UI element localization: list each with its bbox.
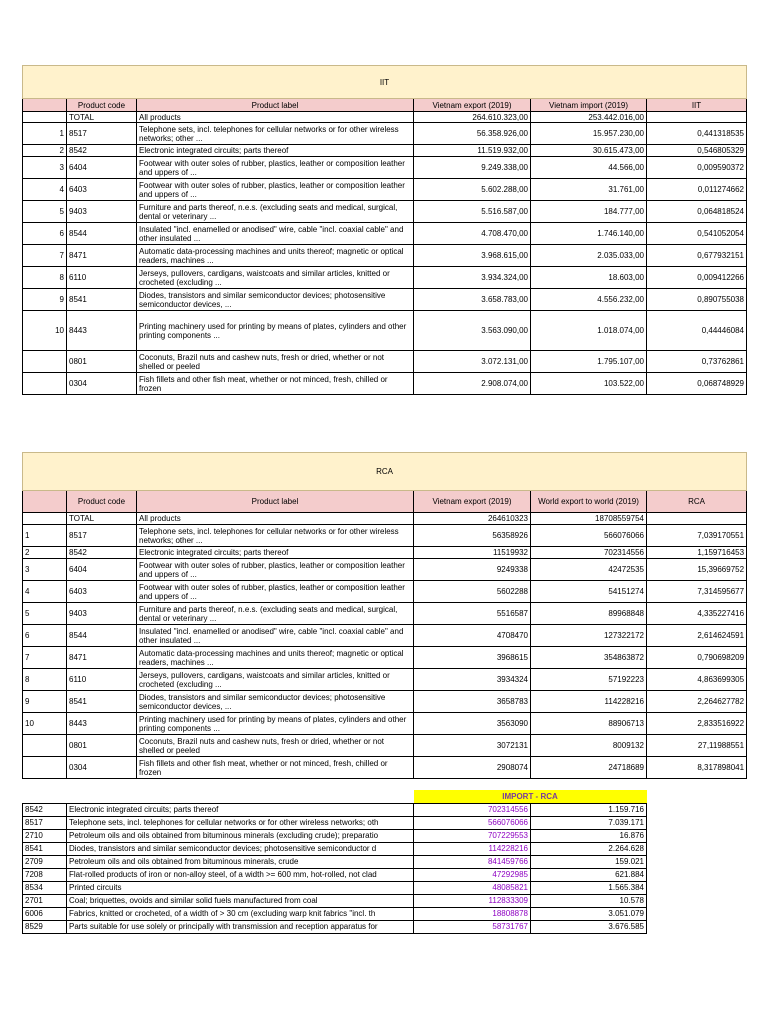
iit-row-index: 2 <box>23 145 67 157</box>
rca-row-code: 6403 <box>67 581 137 603</box>
rca-total-label: All products <box>137 513 414 525</box>
rca-row-code: 0801 <box>67 735 137 757</box>
rca-header-label: Product label <box>137 491 414 513</box>
iit-row-code: 8471 <box>67 245 137 267</box>
import-rca-value: 3.676.585 <box>531 920 647 933</box>
rca-row-rca: 4,335227416 <box>647 603 747 625</box>
import-rca-row <box>23 803 647 816</box>
iit-table-row <box>23 179 747 201</box>
iit-row-label: Fish fillets and other fish meat, whether or not minced, fresh, chilled or frozen <box>137 373 414 395</box>
iit-table-row <box>23 157 747 179</box>
import-rca-code: 8517 <box>23 816 67 829</box>
iit-row-import: 1.746.140,00 <box>531 223 647 245</box>
rca-row-rca: 0,790698209 <box>647 647 747 669</box>
iit-row-iit: 0,068748929 <box>647 373 747 395</box>
rca-row-code: 8544 <box>67 625 137 647</box>
rca-row-code: 9403 <box>67 603 137 625</box>
rca-row-code: 8541 <box>67 691 137 713</box>
import-rca-world: 48085821 <box>414 881 531 894</box>
iit-row-export: 3.072.131,00 <box>414 351 531 373</box>
rca-row-rca: 8,317898041 <box>647 757 747 779</box>
rca-row-world: 702314556 <box>531 547 647 559</box>
rca-row-label: Diodes, transistors and similar semiconductor devices; photosensitive semiconductor devices, ... <box>137 691 414 713</box>
rca-row-index: 7 <box>23 647 67 669</box>
iit-row-export: 3.968.615,00 <box>414 245 531 267</box>
iit-row-code: 8443 <box>67 311 137 351</box>
iit-row-iit: 0,890755038 <box>647 289 747 311</box>
import-rca-row <box>23 894 647 907</box>
iit-row-iit: 0,441318535 <box>647 123 747 145</box>
iit-row-iit: 0,44446084 <box>647 311 747 351</box>
rca-row-index: 2 <box>23 547 67 559</box>
iit-row-import: 184.777,00 <box>531 201 647 223</box>
iit-header-iit: IIT <box>647 99 747 112</box>
import-rca-world: 58731767 <box>414 920 531 933</box>
rca-header-index <box>23 491 67 513</box>
rca-total-rca <box>647 513 747 525</box>
rca-table-row <box>23 525 747 547</box>
rca-title: RCA <box>23 453 747 491</box>
rca-row-index: 3 <box>23 559 67 581</box>
import-rca-code: 8534 <box>23 881 67 894</box>
iit-title: IIT <box>23 66 747 99</box>
iit-table-row <box>23 223 747 245</box>
import-rca-value: 621.884 <box>531 868 647 881</box>
iit-row-code: 8544 <box>67 223 137 245</box>
import-rca-world: 114228216 <box>414 842 531 855</box>
iit-header-export: Vietnam export (2019) <box>414 99 531 112</box>
iit-row-export: 5.516.587,00 <box>414 201 531 223</box>
iit-row-import: 15.957.230,00 <box>531 123 647 145</box>
rca-row-world: 54151274 <box>531 581 647 603</box>
iit-row-export: 56.358.926,00 <box>414 123 531 145</box>
rca-row-rca: 7,039170551 <box>647 525 747 547</box>
import-rca-code: 8529 <box>23 920 67 933</box>
iit-row-import: 44.566,00 <box>531 157 647 179</box>
rca-row-export: 9249338 <box>414 559 531 581</box>
iit-row-code: 6404 <box>67 157 137 179</box>
iit-row-code: 8542 <box>67 145 137 157</box>
import-rca-world: 702314556 <box>414 803 531 816</box>
iit-row-index: 1 <box>23 123 67 145</box>
rca-row-code: 6404 <box>67 559 137 581</box>
rca-row-rca: 15,39669752 <box>647 559 747 581</box>
iit-row-import: 1.018.074,00 <box>531 311 647 351</box>
import-rca-label: Flat-rolled products of iron or non-alloy steel, of a width >= 600 mm, hot-rolled, not clad <box>67 868 414 881</box>
rca-row-index: 5 <box>23 603 67 625</box>
rca-table <box>22 452 747 779</box>
rca-row-index <box>23 757 67 779</box>
rca-table-row <box>23 559 747 581</box>
iit-row-label: Telephone sets, incl. telephones for cellular networks or for other wireless networks; other ... <box>137 123 414 145</box>
rca-row-rca: 2,614624591 <box>647 625 747 647</box>
iit-row-iit: 0,546805329 <box>647 145 747 157</box>
iit-row-label: Furniture and parts thereof, n.e.s. (excluding seats and medical, surgical, dental or veterinary ... <box>137 201 414 223</box>
iit-row-index <box>23 373 67 395</box>
rca-row-label: Insulated "incl. enamelled or anodised" wire, cable "incl. coaxial cable" and other insulated ... <box>137 625 414 647</box>
iit-header-code: Product code <box>67 99 137 112</box>
import-rca-world: 47292985 <box>414 868 531 881</box>
iit-row-label: Printing machinery used for printing by means of plates, cylinders and other printing components ... <box>137 311 414 351</box>
import-rca-code: 2701 <box>23 894 67 907</box>
import-rca-code: 7208 <box>23 868 67 881</box>
rca-row-code: 8443 <box>67 713 137 735</box>
iit-table-row <box>23 201 747 223</box>
iit-row-export: 9.249.338,00 <box>414 157 531 179</box>
rca-row-world: 8009132 <box>531 735 647 757</box>
iit-row-code: 6403 <box>67 179 137 201</box>
import-rca-world: 112833309 <box>414 894 531 907</box>
import-rca-label: Petroleum oils and oils obtained from bituminous minerals (excluding crude); preparatio <box>67 829 414 842</box>
iit-row-label: Jerseys, pullovers, cardigans, waistcoats and similar articles, knitted or crocheted (excluding ... <box>137 267 414 289</box>
rca-row-label: Footwear with outer soles of rubber, plastics, leather or composition leather and uppers of ... <box>137 559 414 581</box>
import-rca-value: 7.039.171 <box>531 816 647 829</box>
import-rca-value: 16.876 <box>531 829 647 842</box>
rca-row-export: 11519932 <box>414 547 531 559</box>
iit-total-export: 264.610.323,00 <box>414 112 531 123</box>
import-rca-value: 1.565.384 <box>531 881 647 894</box>
rca-total-export: 264610323 <box>414 513 531 525</box>
rca-row-label: Coconuts, Brazil nuts and cashew nuts, fresh or dried, whether or not shelled or peeled <box>137 735 414 757</box>
import-rca-value: 1.159.716 <box>531 803 647 816</box>
import-rca-world: 18808878 <box>414 907 531 920</box>
iit-row-index: 7 <box>23 245 67 267</box>
iit-row-index: 10 <box>23 311 67 351</box>
iit-table-row <box>23 289 747 311</box>
import-rca-label: Petroleum oils and oils obtained from bituminous minerals, crude <box>67 855 414 868</box>
iit-row-export: 3.658.783,00 <box>414 289 531 311</box>
rca-table-row <box>23 713 747 735</box>
iit-row-iit: 0,541052054 <box>647 223 747 245</box>
rca-row-label: Footwear with outer soles of rubber, plastics, leather or composition leather and uppers of ... <box>137 581 414 603</box>
iit-row-import: 30.615.473,00 <box>531 145 647 157</box>
rca-row-world: 89968848 <box>531 603 647 625</box>
iit-row-index: 5 <box>23 201 67 223</box>
import-rca-row <box>23 907 647 920</box>
import-rca-code: 2710 <box>23 829 67 842</box>
rca-row-world: 24718689 <box>531 757 647 779</box>
iit-row-import: 2.035.033,00 <box>531 245 647 267</box>
rca-row-index: 10 <box>23 713 67 735</box>
rca-table-row <box>23 547 747 559</box>
iit-row-label: Footwear with outer soles of rubber, plastics, leather or composition leather and uppers of ... <box>137 157 414 179</box>
rca-row-world: 127322172 <box>531 625 647 647</box>
rca-row-export: 3563090 <box>414 713 531 735</box>
rca-row-index: 1 <box>23 525 67 547</box>
iit-row-export: 3.563.090,00 <box>414 311 531 351</box>
import-rca-row <box>23 842 647 855</box>
import-rca-world: 707229553 <box>414 829 531 842</box>
iit-row-label: Automatic data-processing machines and units thereof; magnetic or optical readers, machines ... <box>137 245 414 267</box>
import-rca-label: Coal; briquettes, ovoids and similar solid fuels manufactured from coal <box>67 894 414 907</box>
iit-row-code: 0304 <box>67 373 137 395</box>
iit-table-row <box>23 145 747 157</box>
iit-row-code: 8541 <box>67 289 137 311</box>
iit-row-import: 1.795.107,00 <box>531 351 647 373</box>
iit-row-label: Diodes, transistors and similar semiconductor devices; photosensitive semiconductor devices, ... <box>137 289 414 311</box>
iit-table-row <box>23 123 747 145</box>
import-rca-table <box>22 790 647 934</box>
iit-row-code: 0801 <box>67 351 137 373</box>
rca-row-label: Electronic integrated circuits; parts thereof <box>137 547 414 559</box>
rca-row-rca: 2,833516922 <box>647 713 747 735</box>
rca-row-label: Fish fillets and other fish meat, whether or not minced, fresh, chilled or frozen <box>137 757 414 779</box>
rca-row-export: 5602288 <box>414 581 531 603</box>
iit-row-label: Electronic integrated circuits; parts thereof <box>137 145 414 157</box>
rca-table-row <box>23 647 747 669</box>
rca-total-row <box>23 513 747 525</box>
iit-total-row <box>23 112 747 123</box>
import-rca-row <box>23 829 647 842</box>
rca-row-world: 88906713 <box>531 713 647 735</box>
rca-row-world: 566076066 <box>531 525 647 547</box>
rca-table-row <box>23 669 747 691</box>
iit-table-row <box>23 311 747 351</box>
rca-row-export: 5516587 <box>414 603 531 625</box>
iit-row-code: 8517 <box>67 123 137 145</box>
import-rca-row <box>23 920 647 933</box>
import-rca-code: 6006 <box>23 907 67 920</box>
iit-row-iit: 0,009590372 <box>647 157 747 179</box>
iit-table-row <box>23 267 747 289</box>
iit-row-import: 31.761,00 <box>531 179 647 201</box>
iit-row-index: 3 <box>23 157 67 179</box>
iit-header-label: Product label <box>137 99 414 112</box>
import-rca-title: IMPORT - RCA <box>414 790 647 803</box>
import-rca-world: 566076066 <box>414 816 531 829</box>
rca-row-label: Telephone sets, incl. telephones for cellular networks or for other wireless networks; other ... <box>137 525 414 547</box>
rca-table-row <box>23 581 747 603</box>
rca-row-world: 114228216 <box>531 691 647 713</box>
iit-row-index: 9 <box>23 289 67 311</box>
import-rca-value: 159.021 <box>531 855 647 868</box>
rca-row-code: 8517 <box>67 525 137 547</box>
import-rca-world: 841459766 <box>414 855 531 868</box>
rca-header-world: World export to world (2019) <box>531 491 647 513</box>
rca-row-world: 42472535 <box>531 559 647 581</box>
rca-row-export: 4708470 <box>414 625 531 647</box>
iit-row-iit: 0,009412266 <box>647 267 747 289</box>
rca-row-export: 3072131 <box>414 735 531 757</box>
import-rca-label: Printed circuits <box>67 881 414 894</box>
iit-row-iit: 0,011274662 <box>647 179 747 201</box>
rca-header-rca: RCA <box>647 491 747 513</box>
iit-table <box>22 65 747 395</box>
rca-row-label: Furniture and parts thereof, n.e.s. (excluding seats and medical, surgical, dental or veterinary ... <box>137 603 414 625</box>
iit-row-export: 5.602.288,00 <box>414 179 531 201</box>
iit-row-export: 2.908.074,00 <box>414 373 531 395</box>
rca-table-row <box>23 603 747 625</box>
iit-row-export: 4.708.470,00 <box>414 223 531 245</box>
iit-total-import: 253.442.016,00 <box>531 112 647 123</box>
rca-row-label: Printing machinery used for printing by means of plates, cylinders and other printing components ... <box>137 713 414 735</box>
rca-row-export: 3658783 <box>414 691 531 713</box>
iit-total-code: TOTAL <box>67 112 137 123</box>
import-rca-row <box>23 816 647 829</box>
iit-total-label: All products <box>137 112 414 123</box>
rca-row-rca: 27,11988551 <box>647 735 747 757</box>
import-rca-row <box>23 868 647 881</box>
rca-table-row <box>23 757 747 779</box>
iit-row-export: 11.519.932,00 <box>414 145 531 157</box>
iit-row-index <box>23 351 67 373</box>
rca-row-export: 3934324 <box>414 669 531 691</box>
import-rca-value: 10.578 <box>531 894 647 907</box>
rca-row-export: 2908074 <box>414 757 531 779</box>
iit-table-row <box>23 245 747 267</box>
rca-row-index: 4 <box>23 581 67 603</box>
rca-row-export: 56358926 <box>414 525 531 547</box>
import-rca-label: Electronic integrated circuits; parts thereof <box>67 803 414 816</box>
iit-row-label: Footwear with outer soles of rubber, plastics, leather or composition leather and uppers of ... <box>137 179 414 201</box>
iit-row-import: 4.556.232,00 <box>531 289 647 311</box>
iit-header-import: Vietnam import (2019) <box>531 99 647 112</box>
rca-row-index: 9 <box>23 691 67 713</box>
iit-table-row <box>23 351 747 373</box>
iit-row-code: 6110 <box>67 267 137 289</box>
iit-row-index: 4 <box>23 179 67 201</box>
import-rca-code: 2709 <box>23 855 67 868</box>
rca-row-rca: 2,264627782 <box>647 691 747 713</box>
iit-row-label: Coconuts, Brazil nuts and cashew nuts, fresh or dried, whether or not shelled or peeled <box>137 351 414 373</box>
rca-header-export: Vietnam export (2019) <box>414 491 531 513</box>
iit-row-iit: 0,677932151 <box>647 245 747 267</box>
rca-row-label: Automatic data-processing machines and units thereof; magnetic or optical readers, machines ... <box>137 647 414 669</box>
iit-total-iit <box>647 112 747 123</box>
import-rca-label: Telephone sets, incl. telephones for cellular networks or for other wireless networks; oth <box>67 816 414 829</box>
iit-row-import: 18.603,00 <box>531 267 647 289</box>
iit-row-import: 103.522,00 <box>531 373 647 395</box>
rca-row-rca: 4,863699305 <box>647 669 747 691</box>
rca-row-world: 354863872 <box>531 647 647 669</box>
iit-row-index: 6 <box>23 223 67 245</box>
rca-table-row <box>23 625 747 647</box>
rca-row-index <box>23 735 67 757</box>
import-rca-code: 8542 <box>23 803 67 816</box>
rca-row-code: 8471 <box>67 647 137 669</box>
import-rca-row <box>23 855 647 868</box>
import-rca-value: 3.051.079 <box>531 907 647 920</box>
rca-row-rca: 7,314595677 <box>647 581 747 603</box>
import-rca-label: Diodes, transistors and similar semiconductor devices; photosensitive semiconductor d <box>67 842 414 855</box>
iit-table-row <box>23 373 747 395</box>
rca-total-code: TOTAL <box>67 513 137 525</box>
iit-row-index: 8 <box>23 267 67 289</box>
iit-row-iit: 0,064818524 <box>647 201 747 223</box>
rca-total-world: 18708559754 <box>531 513 647 525</box>
rca-row-index: 6 <box>23 625 67 647</box>
rca-row-rca: 1,159716453 <box>647 547 747 559</box>
rca-table-row <box>23 691 747 713</box>
iit-row-label: Insulated "incl. enamelled or anodised" wire, cable "incl. coaxial cable" and other insulated ... <box>137 223 414 245</box>
iit-row-code: 9403 <box>67 201 137 223</box>
rca-table-row <box>23 735 747 757</box>
rca-header-code: Product code <box>67 491 137 513</box>
import-rca-label: Fabrics, knitted or crocheted, of a width of > 30 cm (excluding warp knit fabrics "incl. th <box>67 907 414 920</box>
import-rca-row <box>23 881 647 894</box>
import-rca-code: 8541 <box>23 842 67 855</box>
rca-row-world: 57192223 <box>531 669 647 691</box>
import-rca-label: Parts suitable for use solely or principally with transmission and reception apparatus for <box>67 920 414 933</box>
rca-row-code: 0304 <box>67 757 137 779</box>
iit-row-export: 3.934.324,00 <box>414 267 531 289</box>
rca-row-code: 8542 <box>67 547 137 559</box>
rca-row-index: 8 <box>23 669 67 691</box>
iit-header-index <box>23 99 67 112</box>
iit-row-iit: 0,73762861 <box>647 351 747 373</box>
import-rca-value: 2.264.628 <box>531 842 647 855</box>
rca-row-label: Jerseys, pullovers, cardigans, waistcoats and similar articles, knitted or crocheted (excluding ... <box>137 669 414 691</box>
rca-row-export: 3968615 <box>414 647 531 669</box>
rca-row-code: 6110 <box>67 669 137 691</box>
